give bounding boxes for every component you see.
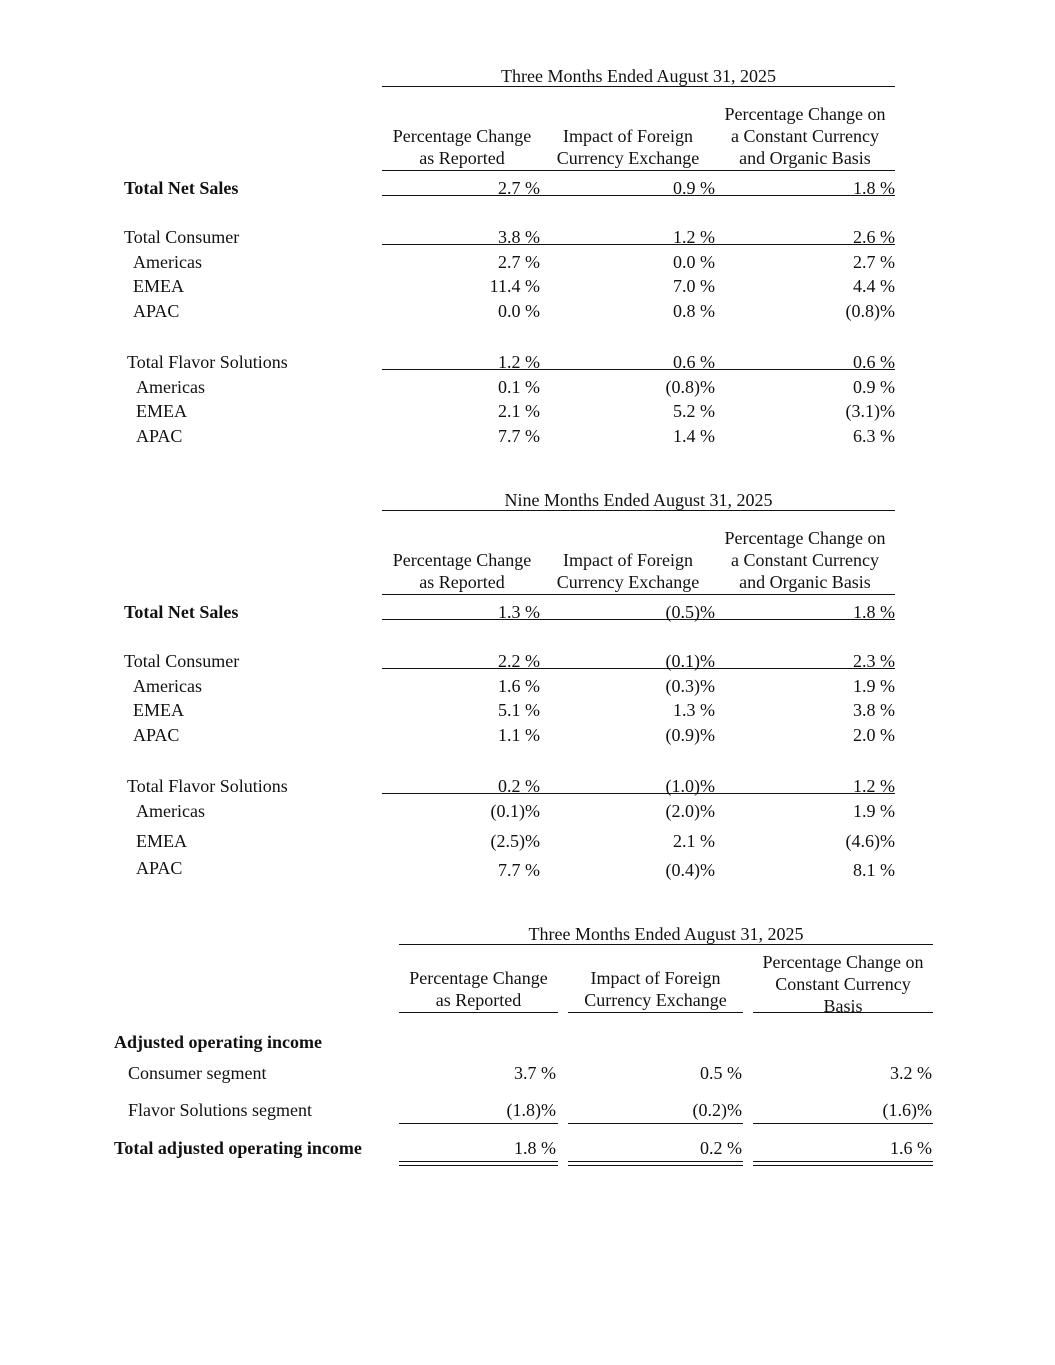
cell-value: 7.0 %: [673, 276, 715, 296]
header-underline: [382, 170, 895, 171]
row-underline: [382, 244, 895, 245]
cell-value: (0.3)%: [665, 676, 715, 696]
row-underline: [753, 1123, 933, 1124]
row-label: Total Net Sales: [124, 178, 239, 198]
cell-value: (2.0)%: [665, 801, 715, 821]
column-header: Percentage Change as Reported: [392, 126, 532, 168]
cell-value: 2.7 %: [853, 252, 895, 272]
cell-value: 2.3 %: [853, 651, 895, 671]
cell-value: 0.8 %: [673, 301, 715, 321]
row-underline: [382, 668, 895, 669]
cell-value: 1.8 %: [853, 602, 895, 622]
total-double-underline: [753, 1161, 933, 1166]
cell-value: 1.2 %: [853, 776, 895, 796]
column-header: Percentage Change as Reported: [392, 550, 532, 592]
row-label: EMEA: [133, 276, 184, 296]
cell-value: (0.9)%: [665, 725, 715, 745]
cell-value: 0.2 %: [498, 776, 540, 796]
column-header: Percentage Change as Reported: [409, 968, 548, 1010]
row-label: Americas: [133, 676, 202, 696]
cell-value: 2.6 %: [853, 227, 895, 247]
cell-value: 11.4 %: [489, 276, 540, 296]
cell-value: (0.2)%: [692, 1100, 742, 1120]
row-label: Total Flavor Solutions: [127, 776, 288, 796]
row-label: EMEA: [136, 401, 187, 421]
title-underline: [382, 86, 895, 87]
cell-value: 3.8 %: [853, 700, 895, 720]
row-label: Flavor Solutions segment: [128, 1100, 312, 1120]
row-label: Total adjusted operating income: [114, 1138, 362, 1158]
header-underline: [753, 1012, 933, 1013]
cell-value: 2.7 %: [498, 252, 540, 272]
row-label: EMEA: [136, 831, 187, 851]
row-label: Total Flavor Solutions: [127, 352, 288, 372]
cell-value: 2.1 %: [673, 831, 715, 851]
cell-value: 0.9 %: [673, 178, 715, 198]
cell-value: (0.1)%: [665, 651, 715, 671]
column-header: Percentage Change on a Constant Currency and Organic Basis: [724, 528, 886, 592]
total-double-underline: [568, 1161, 743, 1166]
header-underline: [568, 1012, 743, 1013]
column-header: Impact of Foreign Currency Exchange: [556, 126, 700, 168]
cell-value: 4.4 %: [853, 276, 895, 296]
title-underline: [399, 944, 933, 945]
cell-value: 1.3 %: [673, 700, 715, 720]
cell-value: 2.0 %: [853, 725, 895, 745]
cell-value: 0.6 %: [853, 352, 895, 372]
header-underline: [399, 1012, 558, 1013]
row-underline: [382, 793, 895, 794]
cell-value: 2.1 %: [498, 401, 540, 421]
row-underline: [382, 195, 895, 196]
cell-value: 0.0 %: [498, 301, 540, 321]
column-header: Impact of Foreign Currency Exchange: [556, 550, 700, 592]
cell-value: (1.0)%: [665, 776, 715, 796]
cell-value: 1.6 %: [890, 1138, 932, 1158]
cell-value: 0.1 %: [498, 377, 540, 397]
title-underline: [382, 510, 895, 511]
cell-value: 1.2 %: [498, 352, 540, 372]
cell-value: (3.1)%: [845, 401, 895, 421]
cell-value: 0.6 %: [673, 352, 715, 372]
row-label: APAC: [133, 725, 180, 745]
cell-value: 0.2 %: [700, 1138, 742, 1158]
row-label: Consumer segment: [128, 1063, 267, 1083]
cell-value: 1.4 %: [673, 426, 715, 446]
row-label: Americas: [136, 377, 205, 397]
cell-value: 2.7 %: [498, 178, 540, 198]
cell-value: 1.9 %: [853, 801, 895, 821]
cell-value: 6.3 %: [853, 426, 895, 446]
row-label: APAC: [136, 426, 183, 446]
table-title: Three Months Ended August 31, 2025: [528, 924, 804, 944]
header-underline: [382, 594, 895, 595]
row-label: Total Net Sales: [124, 602, 239, 622]
row-label: Total Consumer: [124, 227, 240, 247]
total-double-underline: [399, 1161, 558, 1166]
cell-value: (0.8)%: [665, 377, 715, 397]
row-label: Total Consumer: [124, 651, 240, 671]
section-label: Adjusted operating income: [114, 1032, 322, 1052]
cell-value: 1.8 %: [853, 178, 895, 198]
cell-value: 5.1 %: [498, 700, 540, 720]
cell-value: 3.2 %: [890, 1063, 932, 1083]
cell-value: (4.6)%: [845, 831, 895, 851]
table-title: Three Months Ended August 31, 2025: [501, 66, 776, 86]
cell-value: 7.7 %: [498, 426, 540, 446]
cell-value: 3.8 %: [498, 227, 540, 247]
cell-value: (0.1)%: [490, 801, 540, 821]
cell-value: 0.5 %: [700, 1063, 742, 1083]
cell-value: 1.8 %: [514, 1138, 556, 1158]
row-underline: [568, 1123, 743, 1124]
cell-value: 2.2 %: [498, 651, 540, 671]
cell-value: (2.5)%: [490, 831, 540, 851]
cell-value: 8.1 %: [853, 860, 895, 880]
column-header: Impact of Foreign Currency Exchange: [584, 968, 727, 1010]
cell-value: (0.8)%: [845, 301, 895, 321]
cell-value: 1.2 %: [673, 227, 715, 247]
row-label: Americas: [133, 252, 202, 272]
column-header: Percentage Change on a Constant Currency and Organic Basis: [724, 104, 886, 168]
cell-value: 0.0 %: [673, 252, 715, 272]
cell-value: 1.6 %: [498, 676, 540, 696]
cell-value: (1.8)%: [506, 1100, 556, 1120]
row-label: EMEA: [133, 700, 184, 720]
column-header: Percentage Change on Constant Currency Basis: [762, 952, 924, 1016]
row-label: APAC: [133, 301, 180, 321]
row-underline: [382, 619, 895, 620]
row-label: Americas: [136, 801, 205, 821]
cell-value: 3.7 %: [514, 1063, 556, 1083]
row-underline: [382, 369, 895, 370]
cell-value: 1.9 %: [853, 676, 895, 696]
table-title: Nine Months Ended August 31, 2025: [504, 490, 773, 510]
cell-value: 1.3 %: [498, 602, 540, 622]
cell-value: 7.7 %: [498, 860, 540, 880]
cell-value: (0.4)%: [665, 860, 715, 880]
cell-value: 1.1 %: [498, 725, 540, 745]
cell-value: (1.6)%: [882, 1100, 932, 1120]
row-label: APAC: [136, 858, 183, 878]
row-underline: [399, 1123, 558, 1124]
cell-value: 0.9 %: [853, 377, 895, 397]
cell-value: 5.2 %: [673, 401, 715, 421]
cell-value: (0.5)%: [665, 602, 715, 622]
